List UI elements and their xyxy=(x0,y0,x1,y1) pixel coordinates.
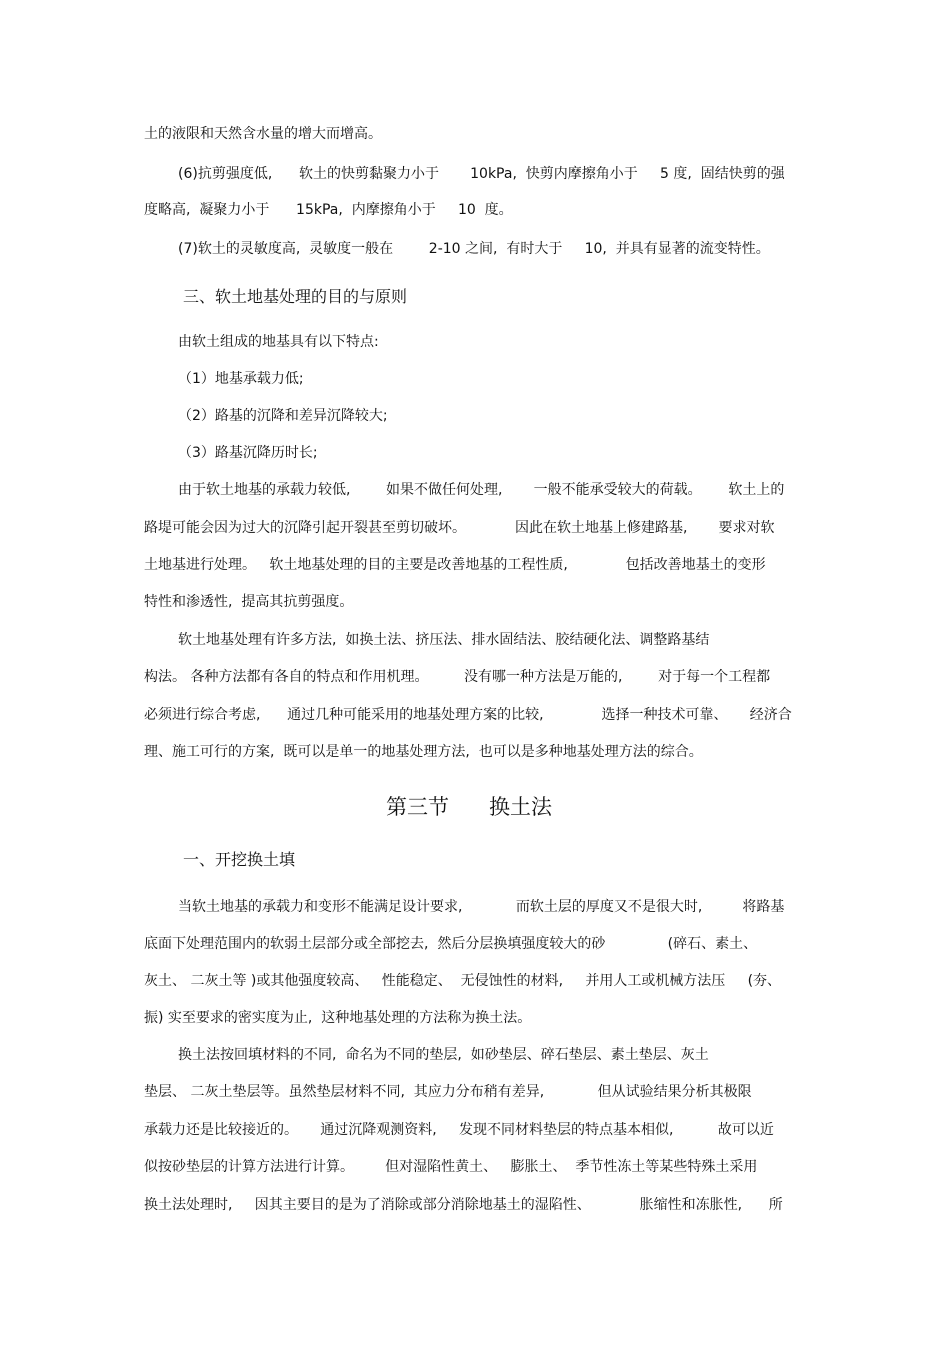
paragraph-line: 振) 实至要求的密实度为止, 这种地基处理的方法称为换土法。 xyxy=(144,1010,532,1026)
list-item: （3）路基沉降历时长; xyxy=(178,445,318,461)
subsection-heading: 一、开挖换土填 xyxy=(183,850,296,869)
paragraph-line: 特性和渗透性, 提高其抗剪强度。 xyxy=(144,594,354,610)
chapter-title: 第三节 换土法 xyxy=(386,795,553,819)
section-heading: 三、软土地基处理的目的与原则 xyxy=(183,287,408,306)
list-item: （1）地基承载力低; xyxy=(178,371,304,387)
paragraph-line: (6)抗剪强度低, 软土的快剪黏聚力小于 10kPa, 快剪内摩擦角小于 5 度, 固结快剪的强 xyxy=(178,166,785,182)
paragraph-line: 由于软土地基的承载力较低, 如果不做任何处理, 一般不能承受较大的荷载。 软土上的 xyxy=(178,482,785,498)
paragraph-line: 理、施工可行的方案, 既可以是单一的地基处理方法, 也可以是多种地基处理方法的综合。 xyxy=(144,744,703,760)
paragraph-line: 换土法按回填材料的不同, 命名为不同的垫层, 如砂垫层、碎石垫层、素土垫层、灰土 xyxy=(178,1047,709,1063)
paragraph-line: (7)软土的灵敏度高, 灵敏度一般在 2-10 之间, 有时大于 10, 并具有显著的流变特性。 xyxy=(178,241,770,257)
intro-text: 由软土组成的地基具有以下特点: xyxy=(178,334,379,350)
paragraph-line: 路堤可能会因为过大的沉降引起开裂甚至剪切破坏。 因此在软土地基上修建路基, 要求对软 xyxy=(144,520,775,536)
paragraph-line: 灰土、 二灰土等 )或其他强度较高、 性能稳定、 无侵蚀性的材料, 并用人工或机械方法压 (夯、 xyxy=(144,973,782,989)
paragraph-line: 软土地基处理有许多方法, 如换土法、挤压法、排水固结法、胶结硬化法、调整路基结 xyxy=(178,632,710,648)
list-item: （2）路基的沉降和差异沉降较大; xyxy=(178,408,388,424)
paragraph-line: 底面下处理范围内的软弱土层部分或全部挖去, 然后分层换填强度较大的砂 (碎石、素土、 xyxy=(144,936,758,952)
paragraph-line: 度略高, 凝聚力小于 15kPa, 内摩擦角小于 10 度。 xyxy=(144,202,513,218)
paragraph-line: 当软土地基的承载力和变形不能满足设计要求, 而软土层的厚度又不是很大时, 将路基 xyxy=(178,899,785,915)
paragraph-line: 垫层、 二灰土垫层等。虽然垫层材料不同, 其应力分布稍有差异, 但从试验结果分析其极限 xyxy=(144,1084,752,1100)
paragraph-line: 构法。 各种方法都有各自的特点和作用机理。 没有哪一种方法是万能的, 对于每一个工程都 xyxy=(144,669,771,685)
paragraph-line: 似按砂垫层的计算方法进行计算。 但对湿陷性黄土、 膨胀土、 季节性冻土等某些特殊土采用 xyxy=(144,1159,758,1175)
paragraph-line: 承载力还是比较接近的。 通过沉降观测资料, 发现不同材料垫层的特点基本相似, 故可以近 xyxy=(144,1122,774,1138)
paragraph-line: 土的液限和天然含水量的增大而增高。 xyxy=(144,126,382,142)
paragraph-line: 换土法处理时, 因其主要目的是为了消除或部分消除地基土的湿陷性、 胀缩性和冻胀性, 所 xyxy=(144,1197,783,1213)
paragraph-line: 土地基进行处理。 软土地基处理的目的主要是改善地基的工程性质, 包括改善地基土的变形 xyxy=(144,557,766,573)
paragraph-line: 必须进行综合考虑, 通过几种可能采用的地基处理方案的比较, 选择一种技术可靠、 经济合 xyxy=(144,707,792,723)
